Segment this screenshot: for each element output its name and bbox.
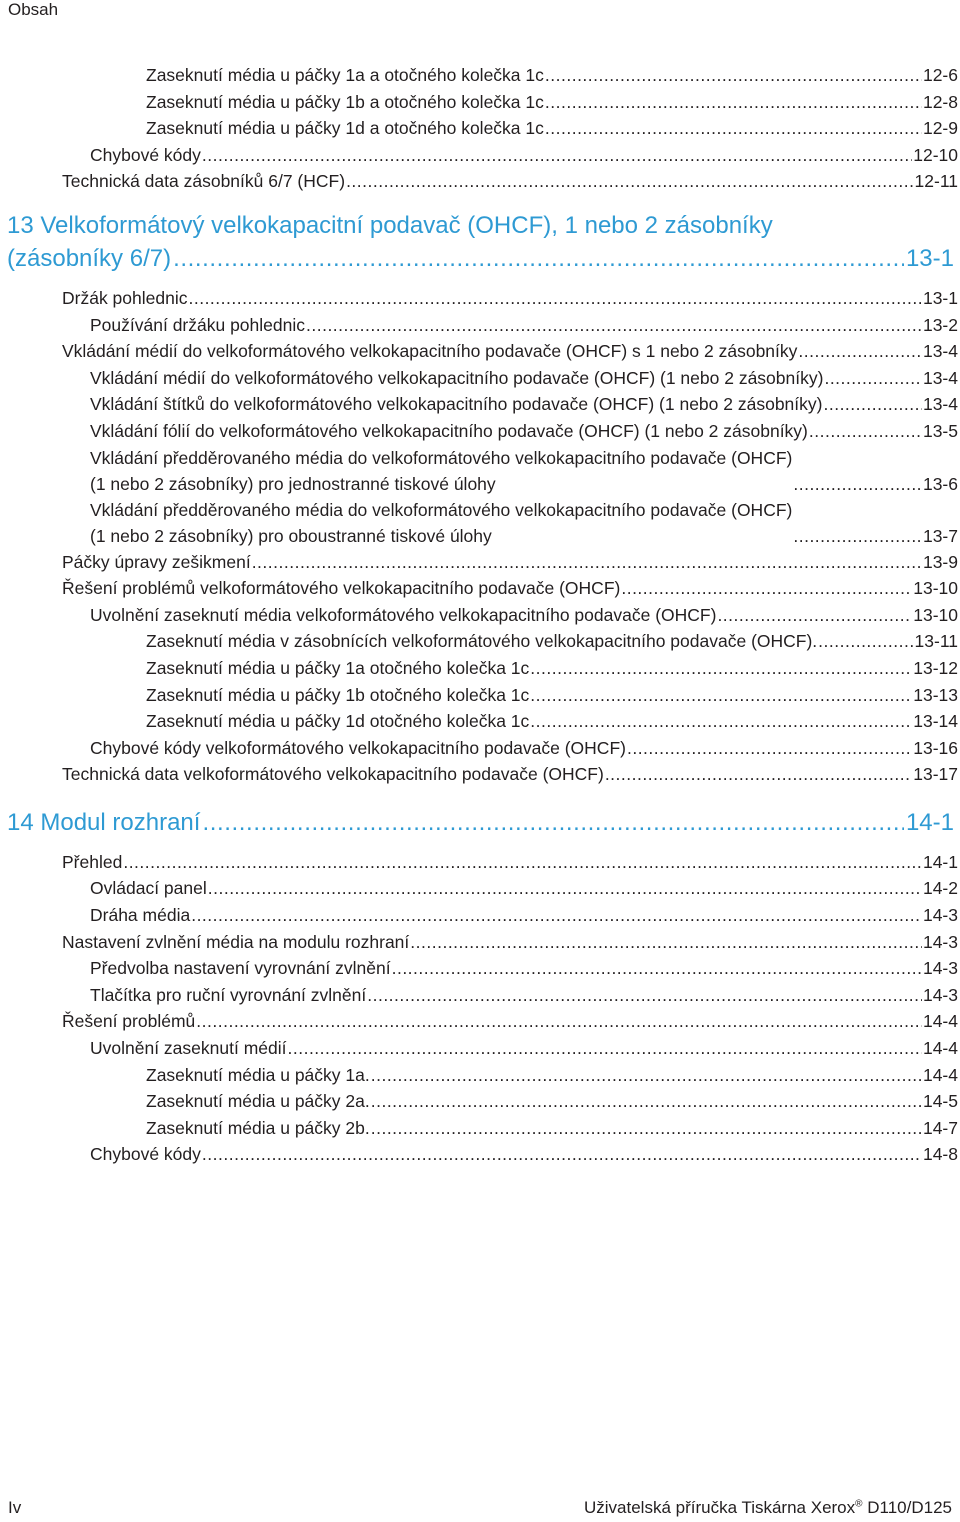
toc-entry-label: Vkládání médií do velkoformátového velkokapacitního podavače (OHCF) s 1 nebo 2 zásobníky bbox=[62, 341, 798, 362]
toc-entry-page: 12-9 bbox=[922, 118, 958, 139]
toc-entry-label: Přehled bbox=[62, 851, 123, 872]
toc-entry-label: Chybové kódy bbox=[90, 144, 201, 165]
toc-entry-page: 13-1 bbox=[922, 287, 958, 308]
toc-entry-page: 14-7 bbox=[922, 1117, 958, 1138]
toc-entry[interactable] bbox=[0, 142, 960, 169]
chapter-14-title: 14 Modul rozhraní bbox=[7, 808, 201, 836]
toc-entry-label: Řešení problémů velkoformátového velkokapacitního podavače (OHCF) bbox=[62, 578, 621, 599]
toc-entry[interactable] bbox=[0, 1062, 960, 1089]
toc-entry-page: 14-1 bbox=[922, 851, 958, 872]
dot-leader bbox=[371, 1088, 922, 1115]
chapter-13-title-line2: (zásobníky 6/7) bbox=[7, 244, 172, 272]
toc-entry-page: 13-9 bbox=[922, 551, 958, 572]
toc-entry[interactable] bbox=[0, 761, 960, 788]
toc-entry-label: Zaseknutí média v zásobnících velkoformátového velkokapacitního podavače (OHCF). bbox=[146, 631, 818, 652]
toc-entry[interactable] bbox=[0, 708, 960, 735]
toc-entry[interactable] bbox=[0, 982, 960, 1009]
toc-entry-page: 13-7 bbox=[922, 525, 958, 546]
toc-entry-label: Zaseknutí média u páčky 1a. bbox=[146, 1064, 370, 1085]
dot-leader bbox=[371, 1062, 922, 1089]
chapter-13-heading[interactable] bbox=[0, 209, 960, 275]
dot-leader bbox=[798, 338, 922, 365]
table-of-contents bbox=[0, 62, 960, 1168]
toc-section-13 bbox=[0, 285, 960, 788]
toc-entry-label: Technická data zásobníků 6/7 (HCF) bbox=[62, 171, 346, 192]
dot-leader bbox=[809, 418, 922, 445]
registered-mark: ® bbox=[855, 1498, 863, 1510]
dot-leader bbox=[288, 1035, 922, 1062]
toc-entry-page: 14-3 bbox=[922, 931, 958, 952]
toc-entry[interactable] bbox=[0, 338, 960, 365]
toc-entry-page: 14-3 bbox=[922, 905, 958, 926]
toc-entry-page: 13-10 bbox=[913, 604, 958, 625]
toc-entry[interactable] bbox=[0, 875, 960, 902]
toc-entry[interactable] bbox=[0, 602, 960, 629]
toc-entry-label: Nastavení zvlnění média na modulu rozhraní bbox=[62, 931, 410, 952]
toc-entry-label: Vkládání médií do velkoformátového velkokapacitního podavače (OHCF) (1 nebo 2 zásobníky) bbox=[90, 367, 824, 388]
toc-entry-label: Chybové kódy bbox=[90, 1144, 201, 1165]
toc-entry[interactable] bbox=[0, 849, 960, 876]
toc-entry-label: Zaseknutí média u páčky 1d a otočného kolečka 1c bbox=[146, 118, 544, 139]
dot-leader bbox=[793, 471, 922, 497]
toc-entry[interactable] bbox=[0, 62, 960, 89]
toc-entry-page: 13-5 bbox=[922, 420, 958, 441]
toc-entry[interactable] bbox=[0, 497, 960, 549]
toc-entry[interactable] bbox=[0, 365, 960, 392]
footer-title-text: Uživatelská příručka Tiskárna Xerox bbox=[583, 1498, 856, 1517]
footer-page-number: Iv bbox=[8, 1498, 22, 1517]
dot-leader bbox=[793, 523, 922, 549]
toc-entry-page: 14-8 bbox=[922, 1144, 958, 1165]
dot-leader bbox=[605, 761, 912, 788]
dot-leader bbox=[346, 168, 913, 195]
dot-leader bbox=[202, 1141, 922, 1168]
dot-leader bbox=[367, 982, 922, 1009]
dot-leader bbox=[208, 875, 922, 902]
toc-entry-label-line2: (1 nebo 2 zásobníky) pro jednostranné tiskové úlohy bbox=[90, 473, 496, 494]
toc-entry-page: 13-4 bbox=[922, 341, 958, 362]
toc-entry[interactable] bbox=[0, 1115, 960, 1142]
toc-entry-page: 13-10 bbox=[913, 578, 958, 599]
toc-entry[interactable] bbox=[0, 418, 960, 445]
toc-entry-label: Zaseknutí média u páčky 2a. bbox=[146, 1091, 370, 1112]
toc-entry-page: 14-2 bbox=[922, 878, 958, 899]
dot-leader bbox=[202, 142, 912, 169]
toc-entry-page: 13-13 bbox=[913, 684, 958, 705]
dot-leader bbox=[818, 628, 913, 655]
toc-entry[interactable] bbox=[0, 285, 960, 312]
toc-entry-label: Páčky úpravy zešikmení bbox=[62, 551, 251, 572]
toc-entry[interactable] bbox=[0, 682, 960, 709]
toc-entry-page: 12-6 bbox=[922, 65, 958, 85]
dot-leader bbox=[530, 682, 912, 709]
toc-entry[interactable] bbox=[0, 735, 960, 762]
toc-entry-page: 13-2 bbox=[922, 314, 958, 335]
dot-leader bbox=[410, 929, 922, 956]
dot-leader bbox=[196, 1008, 922, 1035]
toc-section-12 bbox=[0, 62, 960, 195]
toc-entry-page: 12-11 bbox=[914, 171, 958, 192]
toc-entry-label: Zaseknutí média u páčky 2b. bbox=[146, 1117, 370, 1138]
toc-entry-label: Uvolnění zaseknutí médií bbox=[90, 1038, 287, 1059]
toc-entry-label: Dráha média bbox=[90, 905, 191, 926]
dot-leader bbox=[823, 391, 921, 418]
toc-entry-page: 13-16 bbox=[913, 737, 958, 758]
toc-entry[interactable] bbox=[0, 655, 960, 682]
dot-leader bbox=[824, 365, 922, 392]
toc-entry-label: Zaseknutí média u páčky 1b a otočného kolečka 1c bbox=[146, 91, 544, 112]
toc-entry-label: Držák pohlednic bbox=[62, 287, 188, 308]
toc-entry-page: 14-4 bbox=[922, 1011, 958, 1032]
dot-leader bbox=[545, 115, 922, 142]
toc-entry-page: 12-10 bbox=[913, 144, 958, 165]
page-header-title: Obsah bbox=[8, 0, 59, 19]
toc-entry-label-line1: Vkládání předděrovaného média do velkoformátového velkokapacitního podavače (OHCF) bbox=[90, 447, 793, 468]
toc-entry[interactable] bbox=[0, 1035, 960, 1062]
toc-entry-page: 13-14 bbox=[913, 711, 958, 732]
toc-entry-page: 12-8 bbox=[922, 91, 958, 112]
chapter-14-heading[interactable] bbox=[0, 806, 960, 839]
toc-entry-label: Ovládací panel bbox=[90, 878, 207, 899]
dot-leader bbox=[717, 602, 912, 629]
toc-entry-label: Zaseknutí média u páčky 1a a otočného kolečka 1c bbox=[146, 65, 544, 85]
toc-entry-label-line2: (1 nebo 2 zásobníky) pro oboustranné tiskové úlohy bbox=[90, 525, 492, 546]
toc-entry-label bbox=[90, 497, 792, 549]
toc-entry[interactable] bbox=[0, 1008, 960, 1035]
dot-leader bbox=[530, 655, 912, 682]
dot-leader bbox=[621, 575, 912, 602]
toc-entry-label: Zaseknutí média u páčky 1b otočného kolečka 1c bbox=[146, 684, 530, 705]
toc-entry-label: Chybové kódy velkoformátového velkokapacitního podavače (OHCF) bbox=[90, 737, 626, 758]
toc-entry[interactable] bbox=[0, 902, 960, 929]
toc-entry-label: Předvolba nastavení vyrovnání zvlnění bbox=[90, 958, 391, 979]
toc-entry-page: 13-4 bbox=[922, 394, 958, 415]
toc-entry-label: Vkládání štítků do velkoformátového velkokapacitního podavače (OHCF) (1 nebo 2 zásobníky) bbox=[90, 394, 823, 415]
dot-leader bbox=[392, 955, 922, 982]
toc-entry[interactable] bbox=[0, 628, 960, 655]
dot-leader bbox=[306, 312, 922, 339]
toc-entry-label: Řešení problémů bbox=[62, 1011, 196, 1032]
toc-entry-page: 13-4 bbox=[922, 367, 958, 388]
toc-entry-label-line1: Vkládání předděrovaného média do velkoformátového velkokapacitního podavače (OHCF) bbox=[90, 499, 793, 520]
toc-entry[interactable] bbox=[0, 575, 960, 602]
toc-entry[interactable] bbox=[0, 168, 960, 195]
toc-entry[interactable] bbox=[0, 1088, 960, 1115]
dot-leader bbox=[202, 806, 904, 839]
dot-leader bbox=[371, 1115, 922, 1142]
toc-section-14 bbox=[0, 849, 960, 1168]
toc-entry[interactable] bbox=[0, 391, 960, 418]
toc-entry-page: 13-12 bbox=[913, 657, 958, 678]
toc-entry-label: Uvolnění zaseknutí média velkoformátového velkokapacitního podavače (OHCF) bbox=[90, 604, 717, 625]
dot-leader bbox=[545, 62, 922, 89]
toc-entry-page: 14-4 bbox=[922, 1038, 958, 1059]
dot-leader bbox=[173, 242, 904, 275]
chapter-13-page: 13-1 bbox=[905, 244, 954, 272]
dot-leader bbox=[627, 735, 912, 762]
toc-entry-label: Zaseknutí média u páčky 1d otočného kolečka 1c bbox=[146, 711, 530, 732]
toc-entry-page: 14-3 bbox=[922, 984, 958, 1005]
toc-entry-page: 14-3 bbox=[922, 958, 958, 979]
chapter-13-title-line1: 13 Velkoformátový velkokapacitní podavač (OHCF), 1 nebo 2 zásobníky bbox=[7, 211, 773, 239]
toc-entry-label: Tlačítka pro ruční vyrovnání zvlnění bbox=[90, 984, 367, 1005]
footer-doc-title bbox=[584, 1498, 952, 1518]
page-footer bbox=[8, 1498, 952, 1520]
toc-entry-label: Zaseknutí média u páčky 1a otočného kolečka 1c bbox=[146, 657, 530, 678]
toc-entry-page: 13-6 bbox=[922, 473, 958, 494]
toc-entry[interactable] bbox=[0, 929, 960, 956]
toc-entry-page: 13-17 bbox=[913, 764, 958, 785]
toc-entry[interactable] bbox=[0, 89, 960, 116]
toc-entry[interactable] bbox=[0, 549, 960, 576]
toc-entry[interactable] bbox=[0, 955, 960, 982]
dot-leader bbox=[123, 849, 922, 876]
toc-entry[interactable] bbox=[0, 445, 960, 497]
dot-leader bbox=[545, 89, 922, 116]
dot-leader bbox=[191, 902, 922, 929]
toc-entry[interactable] bbox=[0, 312, 960, 339]
toc-entry-page: 13-11 bbox=[914, 631, 958, 652]
chapter-14-page: 14-1 bbox=[905, 808, 954, 836]
toc-entry-label: Technická data velkoformátového velkokapacitního podavače (OHCF) bbox=[62, 764, 604, 785]
toc-entry[interactable] bbox=[0, 115, 960, 142]
dot-leader bbox=[188, 285, 921, 312]
toc-entry-page: 14-5 bbox=[922, 1091, 958, 1112]
toc-entry[interactable] bbox=[0, 1141, 960, 1168]
toc-entry-page: 14-4 bbox=[922, 1064, 958, 1085]
dot-leader bbox=[252, 549, 922, 576]
footer-model: D110/D125 bbox=[867, 1498, 952, 1517]
toc-entry-label: Vkládání fólií do velkoformátového velkokapacitního podavače (OHCF) (1 nebo 2 zásobníky) bbox=[90, 420, 808, 441]
toc-entry-label bbox=[90, 445, 792, 497]
toc-entry-label: Používání držáku pohlednic bbox=[90, 314, 305, 335]
dot-leader bbox=[530, 708, 912, 735]
